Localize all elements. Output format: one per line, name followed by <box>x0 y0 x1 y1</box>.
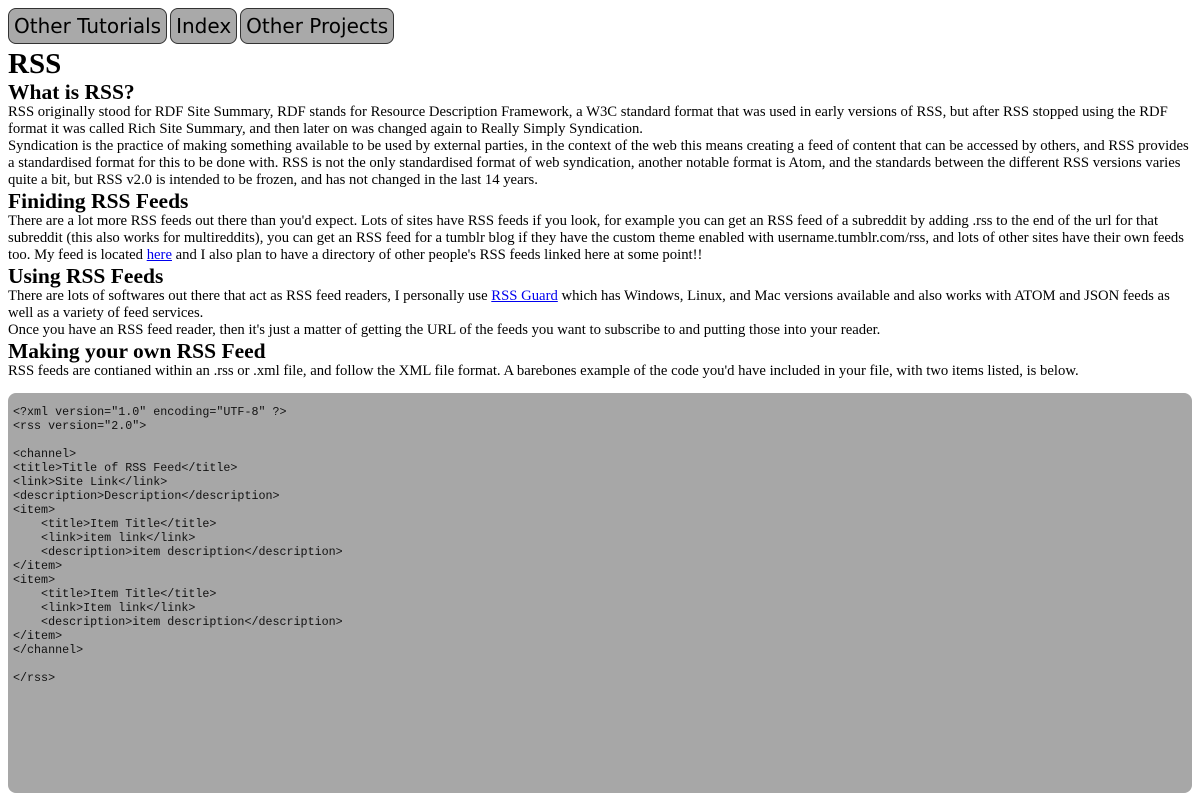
nav-other-tutorials-button[interactable]: Other Tutorials <box>8 8 167 44</box>
finding-text-before: There are a lot more RSS feeds out there than you'd expect. Lots of sites have RSS feeds if you look, for example you can get an RSS feed of a subreddit by adding .rss to the end of the url for that subreddit (this also works for multireddits), you can get an RSS feed for a tumblr blog if they have the custom theme enabled with username.tumblr.com/rss, and lots of other sites have their own feeds too. My feed is located <box>8 213 1184 263</box>
paragraph-syndication: Syndication is the practice of making something available to be used by external parties, in the context of the web this means creating a feed of content that can be accessed by others, and RSS provides a standardised format for this to be done with. RSS is not the only standardised format of web syndication, another notable format is Atom, and the standards between the different RSS versions varies quite a bit, but RSS v2.0 is intended to be frozen, and has not changed in the last 14 years. <box>8 138 1189 188</box>
top-nav <box>8 8 1192 44</box>
paragraph-subscribe: Once you have an RSS feed reader, then it's just a matter of getting the URL of the feeds you want to subscribe to and putting those into your reader. <box>8 322 881 338</box>
heading-finding-rss-feeds: Finiding RSS Feeds <box>8 189 189 213</box>
heading-making-rss-feed: Making your own RSS Feed <box>8 339 266 363</box>
page-title: RSS <box>8 48 62 80</box>
using-text-before: There are lots of softwares out there that act as RSS feed readers, I personally use <box>8 288 492 304</box>
paragraph-rss-origin: RSS originally stood for RDF Site Summary, RDF stands for Resource Description Framework, a W3C standard format that was used in early versions of RSS, but after RSS stopped using the RDF format it was called Rich Site Summary, and then later on was changed again to Really Simply Syndication. <box>8 104 1168 137</box>
my-feed-link[interactable]: here <box>146 247 172 263</box>
paragraph-making-feed: RSS feeds are contianed within an .rss or .xml file, and follow the XML file format. A barebones example of the code you'd have included in your file, with two items listed, is below. <box>8 363 1079 379</box>
heading-using-rss-feeds: Using RSS Feeds <box>8 264 164 288</box>
rss-guard-link[interactable]: RSS Guard <box>491 288 558 304</box>
paragraph-feed-readers <box>8 288 1192 322</box>
paragraph-finding-feeds <box>8 213 1192 264</box>
finding-text-after: and I also plan to have a directory of other people's RSS feeds linked here at some point!! <box>171 247 703 263</box>
heading-what-is-rss: What is RSS? <box>8 80 135 104</box>
nav-index-button[interactable]: Index <box>170 8 237 44</box>
code-example-block: <?xml version="1.0" encoding="UTF-8" ?> <rss version="2.0"> <channel> <title>Title of RSS Feed</title> <link>Site Link</link> <description>Description</description> <item> <title>Item Title</title> <link>item link</link> <description>item description</description> </item> <item> <title>Item Title</title> <link>Item link</link> <description>item description</description> </item> </channel> </rss> <box>8 393 1192 793</box>
nav-other-projects-button[interactable]: Other Projects <box>240 8 394 44</box>
using-text-after: which has Windows, Linux, and Mac versions available and also works with ATOM and JSON feeds as well as a variety of feed services. <box>8 288 1170 321</box>
